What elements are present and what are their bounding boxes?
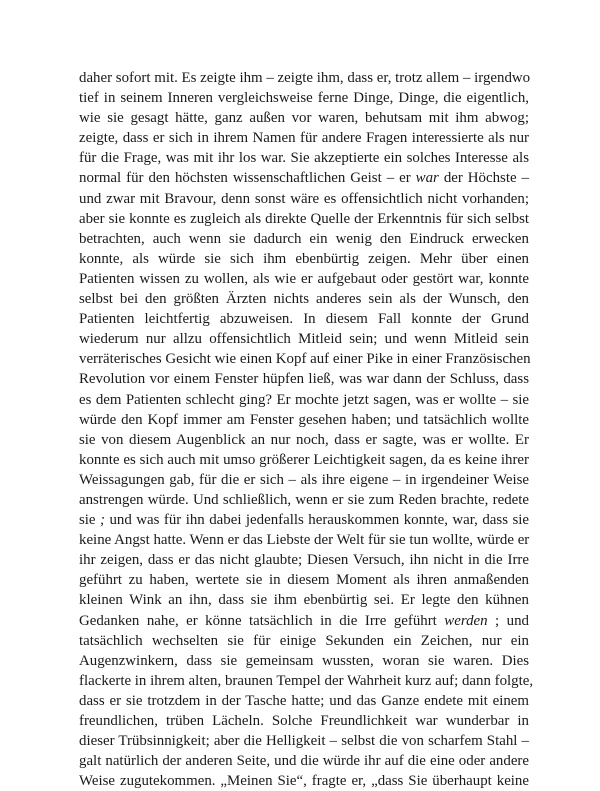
text-line: ihr zeigen, dass er das nicht glaubte; Diesen Versuch, ihn nicht in die Irre <box>79 552 529 569</box>
text-line: Patienten leichtfertig abzuweisen. In diesem Fall konnte der Grund <box>79 311 529 328</box>
text-line: für die Frage, was mit ihr los war. Sie akzeptierte ein solches Interesse als <box>79 150 529 167</box>
text-line: zeigte, dass er sich in ihrem Namen für andere Fragen interessierte als nur <box>79 130 529 147</box>
document-page <box>79 68 534 791</box>
body-text <box>79 68 534 791</box>
text-line: sie von diesem Augenblick an nur noch, dass er sagte, was er wollte. Er <box>79 431 529 448</box>
text-line: verräterisches Gesicht wie einen Kopf auf einer Pike in einer Französischen <box>79 351 531 368</box>
text-line: geführt zu haben, wertete sie in diesem Moment als ihren anmaßenden <box>79 572 529 589</box>
text-line: Patienten wissen zu wollen, als wie er aufgebaut oder gestört war, konnte <box>79 270 529 287</box>
text-line: flackerte in ihrem alten, braunen Tempel der Wahrheit kurz auf; dann folgte, <box>79 672 534 689</box>
text-line: wie sie gesagt hätte, ganz außen vor waren, behutsam mit ihm abwog; <box>79 110 529 127</box>
text-line: und zwar mit Bravour, denn sonst wäre es offensichtlich nicht vorhanden; <box>79 190 529 207</box>
text-line: keine Angst hatte. Wenn er das Liebste der Welt für sie tun wollte, würde er <box>79 532 530 549</box>
text-line: sie ; und was für ihn dabei jedenfalls herauskommen konnte, war, dass sie <box>79 512 529 529</box>
text-line: würde den Kopf immer am Fenster gesehen haben; und tatsächlich wollte <box>79 411 529 428</box>
text-line: betrachten, auch wenn sie dadurch ein wenig den Eindruck erwecken <box>79 230 529 247</box>
text-line: daher sofort mit. Es zeigte ihm – zeigte ihm, dass er, trotz allem – irgendwo <box>79 70 531 86</box>
text-line: dass er sie trotzdem in der Tasche hatte; und das Ganze endete mit einem <box>79 692 529 709</box>
emphasis-text: werden <box>444 612 488 629</box>
text-line: Weissagungen gab, für die er sich – als ihre eigene – in irgendeiner Weise <box>79 471 529 488</box>
text-line: es dem Patienten schlecht ging? Er mochte jetzt sagen, was er wollte – sie <box>79 391 529 408</box>
text-line: konnte, als würde sie sich ihm ebenbürtig zeigen. Mehr über einen <box>79 250 529 267</box>
emphasis-text: war <box>415 170 439 187</box>
text-line: tief in seinem Inneren vergleichsweise ferne Dinge, Dinge, die eigentlich, <box>79 90 529 107</box>
text-line: Gedanken nahe, er könne tatsächlich in die Irre geführt werden ; und <box>79 612 530 629</box>
text-line: Augenzwinkern, dass sie gemeinsam wussten, woran sie waren. Dies <box>79 652 529 669</box>
text-line: dieser Trübsinnigkeit; aber die Helligkeit – selbst die von scharfem Stahl – <box>79 733 529 750</box>
text-line: tatsächlich wechselten sie für einige Sekunden ein Zeichen, nur ein <box>79 632 529 649</box>
text-line: galt natürlich der anderen Seite, und die würde ihr auf die eine oder andere <box>79 753 529 770</box>
emphasis-text: ; <box>100 512 105 529</box>
text-line: anstrengen würde. Und schließlich, wenn er sie zum Reden brachte, redete <box>79 491 529 508</box>
text-line: wiederum nur allzu offensichtlich Mitleid sein; und wenn Mitleid sein <box>79 331 529 348</box>
text-line: Revolution vor einem Fenster hüpfen ließ, was war dann der Schluss, dass <box>79 371 529 388</box>
text-line: aber sie konnte es zugleich als direkte Quelle der Erkenntnis für sich selbst <box>79 210 529 227</box>
text-line: konnte es sich auch mit umso größerer Leichtigkeit sagen, da es keine ihrer <box>79 451 529 468</box>
text-line: normal für den höchsten wissenschaftlichen Geist – er war der Höchste – <box>79 170 530 187</box>
text-line: selbst bei den größten Ärzten nichts anderes sein als der Wunsch, den <box>79 291 529 308</box>
text-line: Weise zugutekommen. „Meinen Sie“, fragte er, „dass Sie überhaupt keine <box>79 773 529 790</box>
text-line: freundlichen, trüben Lächeln. Solche Freundlichkeit war wunderbar in <box>79 713 529 729</box>
text-line: kleinen Wink an ihn, dass sie ihm ebenbürtig sei. Er legte den kühnen <box>79 592 529 609</box>
